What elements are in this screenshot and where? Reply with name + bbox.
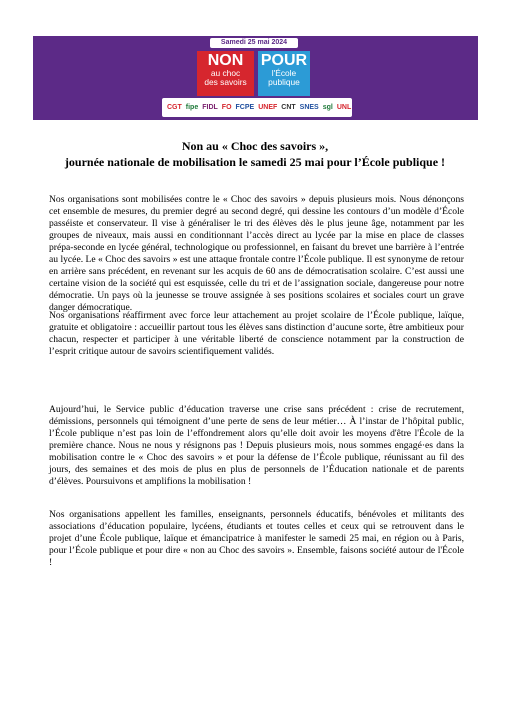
paragraph-3: Aujourd’hui, le Service public d’éducation traverse une crise sans précédent : crise de recrutement, démissions, personnels qui témoignent d’une perte de sens de leur métier… À l’instar de l’hôpital public, l’École publique n’est pas loin de l’effondrement alors qu’elle doit avoir les moyens d'être l'École de la première chance. Nous ne nous y résignons pas ! Depuis plusieurs mois, nous sommes engagé·es dans la mobilisation contre le « Choc des savoirs » et pour la défense de l’École publique, réunissant au fil des jours, des semaines et des mois de plus en plus de personnels de l’Éducation nationale et de parents d’élèves. Poursuivons et amplifions la mobilisation !	[49, 404, 464, 487]
logo-non-line1: au choc	[210, 68, 241, 78]
logo-non-line2: des savoirs	[204, 77, 247, 87]
union-logo-unl: UNL	[336, 104, 352, 111]
union-logo-sgl: sgl	[322, 104, 333, 111]
union-logo-fipe: fipe	[185, 104, 199, 111]
paragraph-4: Nos organisations appellent les familles, enseignants, personnels éducatifs, bénévoles et militants des associations d’éducation populaire, lycéens, étudiants et toutes celles et ceux qui se retrouvent dans le projet d’une École publique, laïque et émancipatrice à manifester le samedi 25 mai, en région ou à Paris, pour l’École publique et pour dire « non au Choc des savoirs ». Ensemble, faisons société autour de l'École !	[49, 509, 464, 568]
union-logo-fcpe: FCPE	[235, 104, 255, 111]
union-logo-cnt: CNT	[281, 104, 296, 111]
headline-line-2: journée nationale de mobilisation le samedi 25 mai pour l’École publique !	[64, 155, 446, 169]
union-logo-unef: UNEF	[258, 104, 278, 111]
paragraph-1: Nos organisations sont mobilisées contre le « Choc des savoirs » depuis plusieurs mois. Nous dénonçons cet ensemble de mesures, du premier degré au second degré, qui dessine les contours d’un modèle d’École passéiste et conservateur. Il vise à généraliser le tri des élèves dès le plus jeune âge, notamment par les groupes de niveaux, mais aussi en conditionnant l’accès direct au lycée par la mise en place de classes prépa-seconde en lycée général, technologique ou professionnel, en faisant du brevet une barrière à l’entrée au lycée. Le « Choc des savoirs » est une attaque frontale contre l’École publique. Il est synonyme de retour en arrière sans précédent, en revenant sur les acquis de 60 ans de démocratisation scolaire. C’est aussi une certaine vision de la société qui est esquissée, celle du tri et de l’assignation sociale, dangereuse pour notre démocratie. Un pays où la jeunesse se trouve assignée à ses positions scolaires et sociales court un grave danger démocratique.	[49, 194, 464, 313]
union-logo-snes: SNES	[299, 104, 319, 111]
logo-pour-line2: publique	[268, 77, 300, 87]
logo-pour-title: POUR	[260, 52, 308, 69]
union-logos-strip	[162, 98, 352, 117]
logo-non-title: NON	[207, 52, 244, 69]
date-label: Samedi 25 mai 2024	[210, 38, 298, 48]
union-logo-fo: FO	[221, 104, 232, 111]
logo-pour-line1: l'École	[271, 68, 297, 78]
logo-pour-ecole	[258, 51, 310, 96]
union-logo-cgt: CGT	[167, 104, 182, 111]
union-logo-fidl: FIDL	[202, 104, 218, 111]
document-headline	[40, 138, 470, 170]
paragraph-2: Nos organisations réaffirment avec force leur attachement au projet scolaire de l’École publique, laïque, gratuite et obligatoire : accueillir partout tous les élèves sans distinction d’aucune sorte, être ambitieux pour chacun, respecter et participer à une véritable liberté de conscience notamment par la construction de l’esprit critique autour de savoirs scientifiquement validés.	[49, 310, 464, 357]
logo-non-au-choc	[197, 51, 254, 96]
headline-line-1: Non au « Choc des savoirs »,	[181, 139, 329, 153]
